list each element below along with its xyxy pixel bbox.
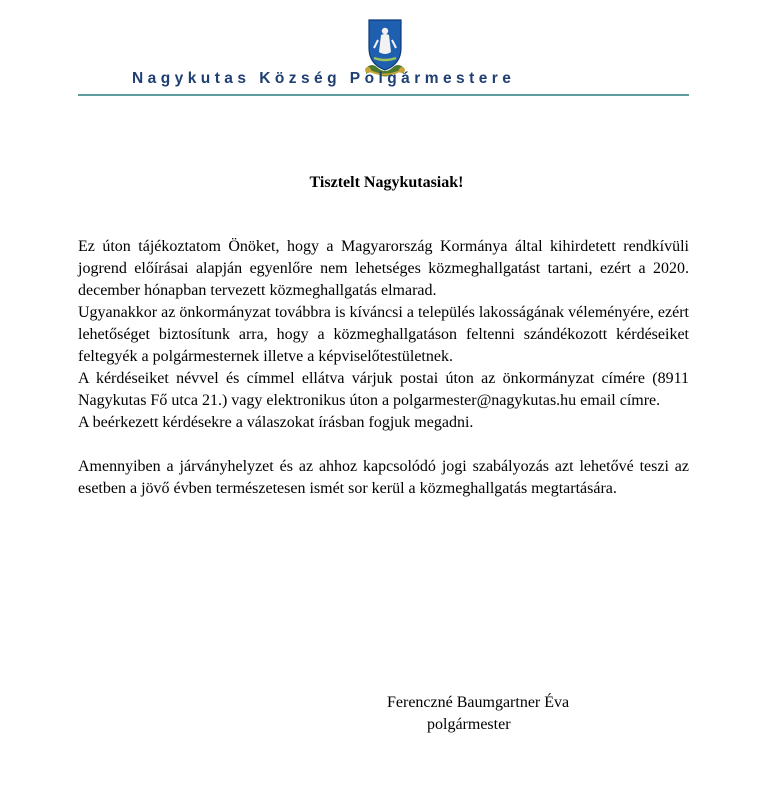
signature-role: polgármester — [427, 716, 511, 733]
paragraph-submission-address: A kérdéseiket névvel és címmel ellátva várjuk postai úton az önkormányzat címére (8911 Nagykutas Fő utca 21.) vagy elektronikus úton a polgarmester@nagykutas.hu email címre. — [78, 370, 689, 409]
letterhead-title: Nagykutas Község Polgármestere — [132, 70, 516, 87]
paragraph-announcement: Ez úton tájékoztatom Önöket, hogy a Magyarország Kormánya által kihirdetett rendkívüli jogrend előírásai alapján egyenlőre nem lehetséges közmeghallgatást tartani, ezért a 2020. december hónapban tervezett közmeghallgatás elmarad. — [78, 238, 689, 299]
letter-body — [78, 236, 689, 500]
paragraph-future-hearing: Amennyiben a járványhelyzet és az ahhoz kapcsolódó jogi szabályozás azt lehetővé teszi az esetben a jövő évben természetesen ismét sor kerül a közmeghallgatás megtartására. — [78, 458, 689, 497]
paragraph-spacer — [78, 434, 689, 456]
letterhead-divider — [78, 94, 689, 96]
paragraph-questions-invitation: Ugyanakkor az önkormányzat továbbra is kíváncsi a település lakosságának véleményére, ezért lehetőséget biztosítunk arra, hogy a közmeghallgatáson feltenni szándékozott kérdéseiket feltegyék a polgármesternek illetve a képviselőtestületnek. — [78, 304, 689, 365]
signature-block — [387, 692, 569, 736]
paragraph-written-answers: A beérkezett kérdésekre a válaszokat írásban fogjuk megadni. — [78, 414, 474, 431]
signature-name: Ferenczné Baumgartner Éva — [387, 694, 570, 711]
letter-greeting: Tisztelt Nagykutasiak! — [309, 174, 464, 191]
